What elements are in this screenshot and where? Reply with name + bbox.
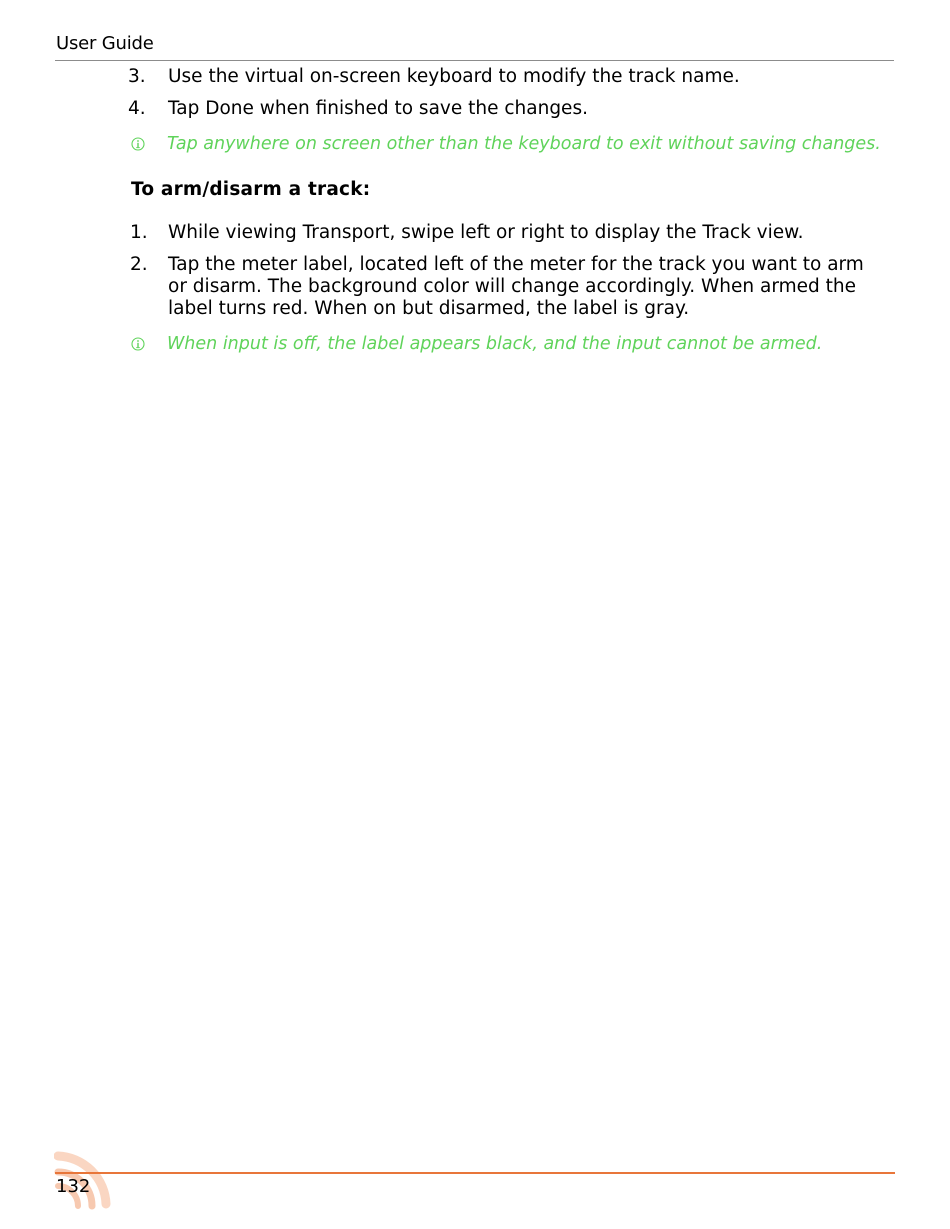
info-icon	[131, 337, 145, 351]
list-item	[128, 98, 888, 120]
note-text: Tap anywhere on screen other than the keyboard to exit without saving changes.	[167, 134, 881, 154]
step-number: 1.	[130, 222, 148, 243]
note	[131, 333, 891, 355]
note-text: When input is off, the label appears black, and the input cannot be armed.	[167, 334, 823, 354]
step-text: Use the virtual on-screen keyboard to modify the track name.	[168, 66, 740, 87]
step-number: 4.	[128, 98, 146, 119]
note	[131, 133, 891, 155]
header-rule	[55, 60, 894, 61]
step-number: 2.	[130, 254, 148, 275]
list-item	[128, 66, 888, 88]
step-text: Tap Done when finished to save the changes.	[168, 98, 588, 119]
running-header: User Guide	[56, 33, 154, 54]
section-heading: To arm/disarm a track:	[131, 179, 371, 200]
footer-rule	[55, 1172, 895, 1174]
info-icon	[131, 137, 145, 151]
step-text: Tap the meter label, located left of the meter for the track you want to arm or disarm. The background color will change accordingly. When armed the label turns red. When on but disarmed, the label is gray.	[168, 254, 864, 319]
list-item	[128, 254, 878, 320]
list-item	[128, 222, 888, 244]
page-number: 132	[56, 1176, 91, 1197]
step-text: While viewing Transport, swipe left or right to display the Track view.	[168, 222, 804, 243]
step-number: 3.	[128, 66, 146, 87]
